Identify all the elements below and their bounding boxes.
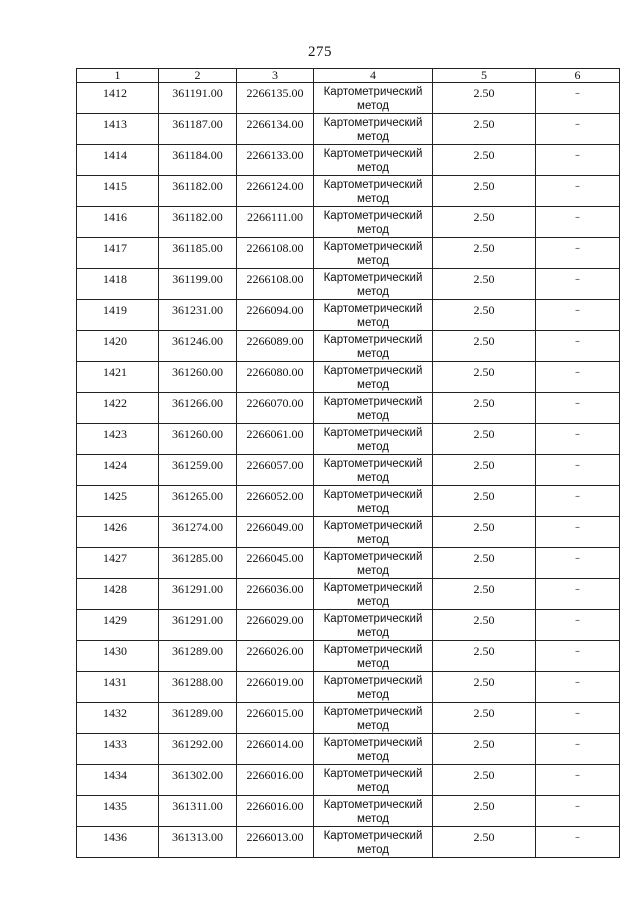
method-line-1: Картометрический [323,489,423,501]
note-dash: – [575,367,580,378]
method-line-2: метод [357,689,389,701]
note-dash: – [575,801,580,812]
table-row [77,641,620,672]
table-row [77,424,620,455]
coordinate-y: 2266124.00 [237,176,314,207]
note-cell [536,176,620,207]
note-dash: – [575,646,580,657]
point-number: 1436 [77,827,159,858]
accuracy-value: 2.50 [433,362,536,393]
accuracy-value: 2.50 [433,486,536,517]
method-line-2: метод [357,751,389,763]
table-row [77,734,620,765]
note-dash: – [575,491,580,502]
method-cell [314,517,433,548]
method-line-2: метод [357,255,389,267]
method-cell [314,765,433,796]
table-row [77,176,620,207]
method-line-2: метод [357,410,389,422]
coordinate-x: 361291.00 [159,610,237,641]
coordinate-x: 361289.00 [159,703,237,734]
coordinate-x: 361259.00 [159,455,237,486]
point-number: 1421 [77,362,159,393]
note-cell [536,517,620,548]
note-cell [536,486,620,517]
coordinate-y: 2266016.00 [237,796,314,827]
note-cell [536,83,620,114]
method-line-2: метод [357,224,389,236]
coordinate-y: 2266036.00 [237,579,314,610]
method-cell [314,703,433,734]
coordinate-y: 2266108.00 [237,238,314,269]
accuracy-value: 2.50 [433,114,536,145]
note-dash: – [575,708,580,719]
point-number: 1429 [77,610,159,641]
method-cell [314,796,433,827]
note-dash: – [575,336,580,347]
table-row [77,238,620,269]
coordinate-y: 2266013.00 [237,827,314,858]
note-dash: – [575,274,580,285]
note-cell [536,207,620,238]
coordinate-y: 2266061.00 [237,424,314,455]
method-cell [314,114,433,145]
method-line-2: метод [357,131,389,143]
method-line-1: Картометрический [323,117,423,129]
method-line-2: метод [357,534,389,546]
coordinate-x: 361266.00 [159,393,237,424]
method-line-1: Картометрический [323,241,423,253]
method-cell [314,827,433,858]
table-row [77,548,620,579]
method-line-1: Картометрический [323,303,423,315]
method-line-2: метод [357,596,389,608]
table-row [77,796,620,827]
method-line-2: метод [357,503,389,515]
coordinates-table [76,68,620,858]
method-line-2: метод [357,844,389,856]
method-cell [314,207,433,238]
coordinate-y: 2266108.00 [237,269,314,300]
method-line-1: Картометрический [323,768,423,780]
method-line-1: Картометрический [323,675,423,687]
note-dash: – [575,119,580,130]
point-number: 1423 [77,424,159,455]
table-row [77,145,620,176]
note-dash: – [575,398,580,409]
accuracy-value: 2.50 [433,796,536,827]
note-dash: – [575,88,580,99]
point-number: 1422 [77,393,159,424]
method-cell [314,641,433,672]
coordinate-y: 2266016.00 [237,765,314,796]
accuracy-value: 2.50 [433,672,536,703]
note-dash: – [575,522,580,533]
column-header-1: 1 [77,69,159,83]
method-line-1: Картометрический [323,799,423,811]
point-number: 1412 [77,83,159,114]
note-cell [536,362,620,393]
note-cell [536,331,620,362]
method-cell [314,548,433,579]
method-line-2: метод [357,348,389,360]
point-number: 1432 [77,703,159,734]
accuracy-value: 2.50 [433,176,536,207]
point-number: 1418 [77,269,159,300]
coordinate-x: 361184.00 [159,145,237,176]
table-row [77,517,620,548]
table-row [77,114,620,145]
coordinate-x: 361291.00 [159,579,237,610]
note-cell [536,548,620,579]
point-number: 1434 [77,765,159,796]
method-line-1: Картометрический [323,706,423,718]
method-line-1: Картометрический [323,272,423,284]
method-line-1: Картометрический [323,582,423,594]
table-row [77,455,620,486]
coordinate-x: 361289.00 [159,641,237,672]
accuracy-value: 2.50 [433,393,536,424]
method-line-1: Картометрический [323,365,423,377]
note-cell [536,269,620,300]
note-dash: – [575,181,580,192]
note-cell [536,393,620,424]
point-number: 1433 [77,734,159,765]
method-line-2: метод [357,658,389,670]
point-number: 1413 [77,114,159,145]
point-number: 1426 [77,517,159,548]
coordinate-x: 361292.00 [159,734,237,765]
method-line-1: Картометрический [323,613,423,625]
table-row [77,610,620,641]
method-cell [314,269,433,300]
point-number: 1428 [77,579,159,610]
accuracy-value: 2.50 [433,238,536,269]
column-header-2: 2 [159,69,237,83]
note-dash: – [575,832,580,843]
note-dash: – [575,677,580,688]
note-cell [536,455,620,486]
accuracy-value: 2.50 [433,207,536,238]
accuracy-value: 2.50 [433,579,536,610]
note-cell [536,145,620,176]
method-cell [314,83,433,114]
coordinate-y: 2266052.00 [237,486,314,517]
coordinate-x: 361302.00 [159,765,237,796]
page-number: 275 [308,44,332,60]
method-cell [314,734,433,765]
table-row [77,486,620,517]
method-line-1: Картометрический [323,86,423,98]
table-row [77,703,620,734]
table-row [77,331,620,362]
method-cell [314,486,433,517]
coordinate-y: 2266049.00 [237,517,314,548]
accuracy-value: 2.50 [433,827,536,858]
method-line-1: Картометрический [323,520,423,532]
note-dash: – [575,460,580,471]
method-line-2: метод [357,720,389,732]
note-dash: – [575,429,580,440]
coordinate-y: 2266015.00 [237,703,314,734]
note-dash: – [575,770,580,781]
accuracy-value: 2.50 [433,517,536,548]
coordinate-y: 2266089.00 [237,331,314,362]
coordinate-x: 361182.00 [159,207,237,238]
point-number: 1425 [77,486,159,517]
note-dash: – [575,305,580,316]
note-dash: – [575,553,580,564]
coordinate-x: 361199.00 [159,269,237,300]
coordinate-x: 361288.00 [159,672,237,703]
point-number: 1415 [77,176,159,207]
table-row [77,207,620,238]
method-cell [314,145,433,176]
method-line-2: метод [357,782,389,794]
accuracy-value: 2.50 [433,703,536,734]
column-header-3: 3 [237,69,314,83]
accuracy-value: 2.50 [433,269,536,300]
method-line-2: метод [357,441,389,453]
coordinate-x: 361191.00 [159,83,237,114]
table-row [77,827,620,858]
method-cell [314,579,433,610]
table-row [77,269,620,300]
table-row [77,300,620,331]
point-number: 1427 [77,548,159,579]
note-cell [536,579,620,610]
note-cell [536,238,620,269]
point-number: 1414 [77,145,159,176]
method-line-1: Картометрический [323,458,423,470]
method-line-2: метод [357,286,389,298]
method-cell [314,610,433,641]
coordinate-y: 2266014.00 [237,734,314,765]
note-cell [536,300,620,331]
coordinate-x: 361182.00 [159,176,237,207]
coordinate-y: 2266057.00 [237,455,314,486]
method-line-1: Картометрический [323,396,423,408]
method-cell [314,238,433,269]
point-number: 1430 [77,641,159,672]
note-cell [536,734,620,765]
method-line-2: метод [357,379,389,391]
coordinate-x: 361285.00 [159,548,237,579]
point-number: 1424 [77,455,159,486]
note-cell [536,672,620,703]
accuracy-value: 2.50 [433,734,536,765]
accuracy-value: 2.50 [433,83,536,114]
note-cell [536,641,620,672]
method-line-2: метод [357,317,389,329]
method-line-1: Картометрический [323,179,423,191]
point-number: 1417 [77,238,159,269]
coordinate-x: 361260.00 [159,424,237,455]
column-header-6: 6 [536,69,620,83]
note-dash: – [575,584,580,595]
coordinate-x: 361231.00 [159,300,237,331]
coordinate-x: 361185.00 [159,238,237,269]
method-cell [314,672,433,703]
point-number: 1431 [77,672,159,703]
coordinate-y: 2266045.00 [237,548,314,579]
method-line-2: метод [357,565,389,577]
coordinate-x: 361313.00 [159,827,237,858]
method-line-2: метод [357,472,389,484]
note-cell [536,114,620,145]
method-line-1: Картометрический [323,210,423,222]
point-number: 1435 [77,796,159,827]
coordinate-x: 361246.00 [159,331,237,362]
table-row [77,83,620,114]
method-line-1: Картометрический [323,334,423,346]
point-number: 1420 [77,331,159,362]
coordinate-y: 2266019.00 [237,672,314,703]
coordinate-y: 2266029.00 [237,610,314,641]
table-row [77,672,620,703]
accuracy-value: 2.50 [433,455,536,486]
coordinate-y: 2266080.00 [237,362,314,393]
coordinate-x: 361265.00 [159,486,237,517]
table-row [77,362,620,393]
coordinate-y: 2266094.00 [237,300,314,331]
accuracy-value: 2.50 [433,424,536,455]
accuracy-value: 2.50 [433,145,536,176]
note-dash: – [575,243,580,254]
column-header-4: 4 [314,69,433,83]
method-cell [314,176,433,207]
coordinate-x: 361311.00 [159,796,237,827]
note-cell [536,424,620,455]
coordinate-y: 2266133.00 [237,145,314,176]
accuracy-value: 2.50 [433,610,536,641]
method-line-2: метод [357,813,389,825]
method-cell [314,393,433,424]
accuracy-value: 2.50 [433,300,536,331]
coordinate-x: 361274.00 [159,517,237,548]
column-header-5: 5 [433,69,536,83]
note-dash: – [575,739,580,750]
table-row [77,579,620,610]
method-cell [314,300,433,331]
note-dash: – [575,615,580,626]
method-cell [314,424,433,455]
coordinate-y: 2266070.00 [237,393,314,424]
coordinate-x: 361260.00 [159,362,237,393]
method-line-2: метод [357,627,389,639]
coordinate-x: 361187.00 [159,114,237,145]
coordinate-y: 2266134.00 [237,114,314,145]
note-dash: – [575,150,580,161]
note-cell [536,796,620,827]
accuracy-value: 2.50 [433,331,536,362]
coordinate-y: 2266111.00 [237,207,314,238]
point-number: 1419 [77,300,159,331]
table-row [77,393,620,424]
method-line-2: метод [357,193,389,205]
table-header-row [77,69,620,83]
point-number: 1416 [77,207,159,238]
note-cell [536,827,620,858]
method-cell [314,362,433,393]
note-cell [536,765,620,796]
accuracy-value: 2.50 [433,641,536,672]
table-row [77,765,620,796]
method-line-1: Картометрический [323,427,423,439]
accuracy-value: 2.50 [433,765,536,796]
method-line-1: Картометрический [323,830,423,842]
method-cell [314,331,433,362]
method-line-2: метод [357,100,389,112]
note-dash: – [575,212,580,223]
note-cell [536,703,620,734]
accuracy-value: 2.50 [433,548,536,579]
method-line-1: Картометрический [323,551,423,563]
coordinate-y: 2266026.00 [237,641,314,672]
method-line-1: Картометрический [323,737,423,749]
method-line-1: Картометрический [323,148,423,160]
method-line-2: метод [357,162,389,174]
coordinate-y: 2266135.00 [237,83,314,114]
method-line-1: Картометрический [323,644,423,656]
method-cell [314,455,433,486]
note-cell [536,610,620,641]
